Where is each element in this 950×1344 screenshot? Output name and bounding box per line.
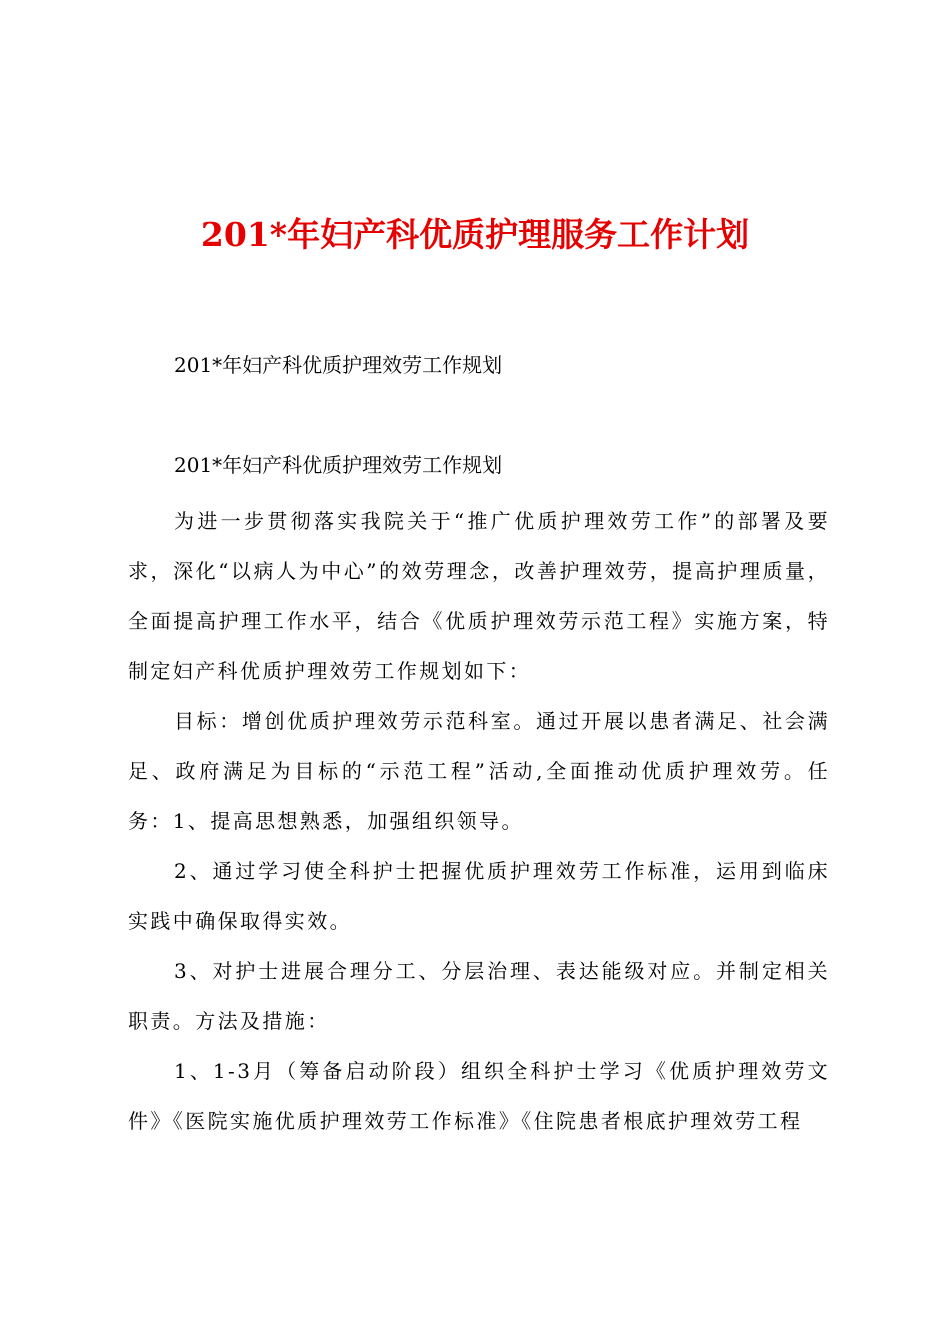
paragraph-intro: 为进一步贯彻落实我院关于“推广优质护理效劳工作”的部署及要求，深化“以病人为中心”的效劳理念，改善护理效劳，提高护理质量，全面提高护理工作水平，结合《优质护理效劳示范工程》实施方案，特制定妇产科优质护理效劳工作规划如下： <box>128 509 830 683</box>
document-subtitle: 201*年妇产科优质护理效劳工作规划 <box>174 353 503 377</box>
paragraph-task-3: 3、对护士进展合理分工、分层治理、表达能级对应。并制定相关职责。方法及措施： <box>128 959 830 1033</box>
document-subtitle-repeat: 201*年妇产科优质护理效劳工作规划 <box>174 453 503 477</box>
document-body <box>128 496 830 1146</box>
paragraph-goal: 目标：增创优质护理效劳示范科室。通过开展以患者满足、社会满足、政府满足为目标的“示范工程”活动,全面推动优质护理效劳。任务：1、提高思想熟悉，加强组织领导。 <box>128 709 830 833</box>
paragraph-measure-1: 1、1-3月（筹备启动阶段）组织全科护士学习《优质护理效劳文件》《医院实施优质护理效劳工作标准》《住院患者根底护理效劳工程 <box>128 1059 830 1133</box>
document-title: 201*年妇产科优质护理服务工作计划 <box>200 215 750 254</box>
paragraph-task-2: 2、通过学习使全科护士把握优质护理效劳工作标准，运用到临床实践中确保取得实效。 <box>128 859 830 933</box>
